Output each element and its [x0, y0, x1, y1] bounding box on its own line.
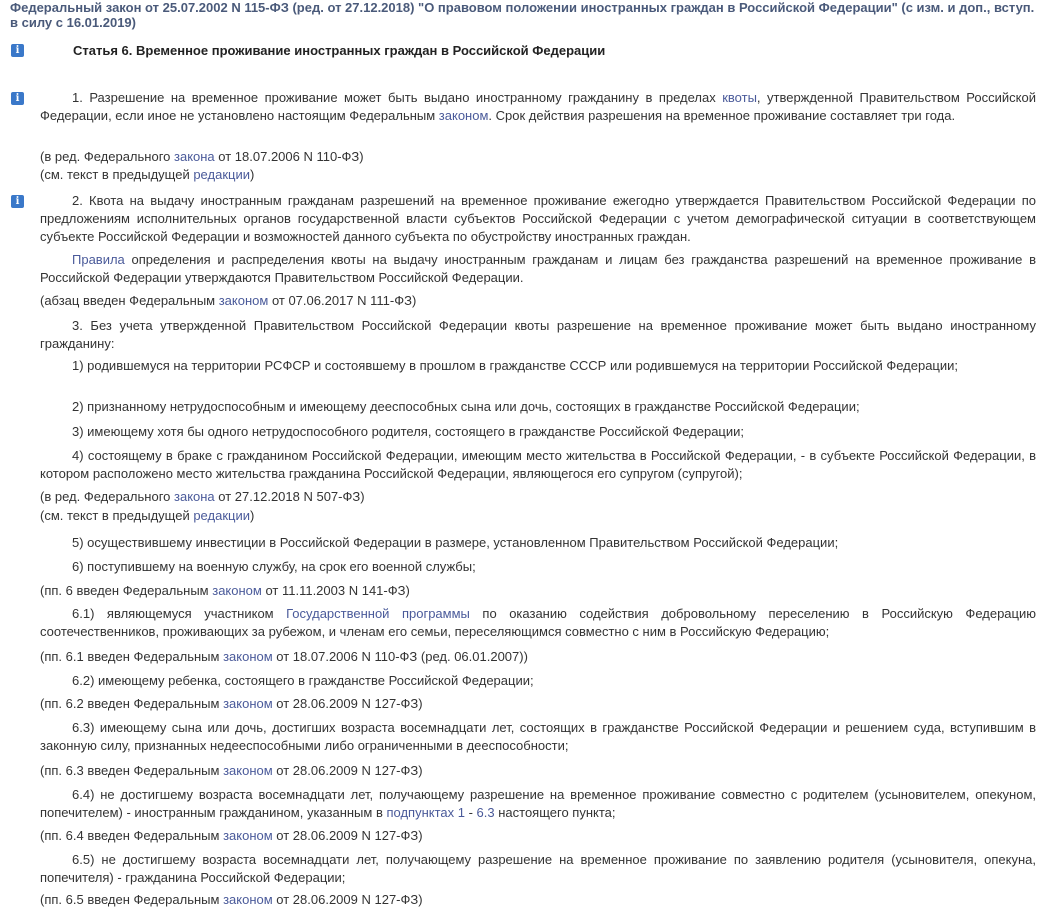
amendment-note: (пп. 6.5 введен Федеральным законом от 28.06.2009 N 127-ФЗ): [40, 892, 423, 907]
law-link[interactable]: законом: [438, 108, 489, 123]
article-title: Статья 6. Временное проживание иностранных граждан в Российской Федерации: [73, 43, 606, 58]
info-icon[interactable]: i: [11, 195, 24, 208]
paragraph-2: 2. Квота на выдачу иностранным гражданам разрешений на временное проживание ежегодно утверждается Правительством Российской Федерации по предложениям исполнительных органов государственной власти субъектов Российской Федерации с учетом демографической ситуации в соответствующем субъекте Российской Федерации и возможностей данного субъекта по обустройству иностранных граждан.: [40, 193, 1036, 244]
law-link[interactable]: законом: [223, 696, 273, 711]
list-item-2: 2) признанному нетрудоспособным и имеющему дееспособных сына или дочь, состоящих в гражданстве Российской Федерации;: [72, 399, 860, 414]
paragraph-rules: Правила определения и распределения квоты на выдачу иностранным гражданам и лицам без гражданства разрешений на временное проживание в Российской Федерации утверждаются Правительством Российской Федерации.: [40, 252, 1036, 285]
edition-link[interactable]: редакции: [193, 167, 250, 182]
law-link[interactable]: законом: [218, 293, 269, 308]
edition-link[interactable]: редакции: [193, 508, 250, 523]
list-item-4: 4) состоящему в браке с гражданином Российской Федерации, имеющим место жительства в Российской Федерации, - в субъекте Российской Федерации, в котором расположено место жительства гражданина Российской Федерации, являющегося его супругом (супругой);: [40, 448, 1036, 481]
list-item-6-1: 6.1) являющемуся участником Государственной программы по оказанию содействия добровольному переселению в Российскую Федерацию соотечественников, проживающих за рубежом, и членам его семьи, переселяющимся совместно с ним в Российскую Федерацию;: [40, 606, 1036, 639]
paragraph-3: 3. Без учета утвержденной Правительством Российской Федерации квоты разрешение на временное проживание может быть выдано иностранному гражданину:: [40, 318, 1036, 351]
list-item-6-2: 6.2) имеющему ребенка, состоящего в гражданстве Российской Федерации;: [72, 673, 534, 688]
list-item-6-4: 6.4) не достигшему возраста восемнадцати лет, получающему разрешение на временное проживание совместно с родителем (усыновителем, опекуном, попечителем) - иностранным гражданином, указанным в подпунктах 1 - 6.3 настоящего пункта;: [40, 787, 1036, 820]
list-item-3: 3) имеющему хотя бы одного нетрудоспособного родителя, состоящего в гражданстве Российской Федерации;: [72, 424, 745, 439]
list-item-6-5: 6.5) не достигшему возраста восемнадцати лет, получающему разрешение на временное проживание по заявлению родителя (усыновителя, опекуна, попечителя) - гражданина Российской Федерации;: [40, 852, 1036, 885]
amendment-note: (абзац введен Федеральным законом от 07.06.2017 N 111-ФЗ): [40, 293, 417, 308]
subitem-6-3-link[interactable]: 6.3: [476, 805, 495, 820]
law-link[interactable]: законом: [212, 583, 262, 598]
subitems-link[interactable]: подпунктах 1: [386, 805, 465, 820]
list-item-5: 5) осуществившему инвестиции в Российской Федерации в размере, установленном Правительством Российской Федерации;: [72, 535, 839, 550]
law-link[interactable]: законом: [223, 763, 273, 778]
law-link[interactable]: законом: [223, 828, 273, 843]
previous-edition-note: (см. текст в предыдущей редакции): [40, 508, 255, 523]
amendment-note: (пп. 6.4 введен Федеральным законом от 28.06.2009 N 127-ФЗ): [40, 828, 423, 843]
law-link[interactable]: законом: [223, 892, 273, 907]
paragraph-1: 1. Разрешение на временное проживание может быть выдано иностранному гражданину в пределах квоты, утвержденной Правительством Российской Федерации, если иное не установлено настоящим Федеральным законом. Срок действия разрешения на временное проживание составляет три года.: [40, 90, 1036, 123]
list-item-1: 1) родившемуся на территории РСФСР и состоявшему в прошлом в гражданстве СССР или родившемуся на территории Российской Федерации;: [72, 358, 959, 373]
state-program-link[interactable]: Государственной программы: [286, 606, 470, 621]
law-link[interactable]: закона: [174, 489, 215, 504]
amendment-note: (в ред. Федерального закона от 18.07.2006 N 110-ФЗ): [40, 149, 364, 164]
amendment-note: (пп. 6.2 введен Федеральным законом от 28.06.2009 N 127-ФЗ): [40, 696, 423, 711]
amendment-note: (пп. 6.1 введен Федеральным законом от 18.07.2006 N 110-ФЗ (ред. 06.01.2007)): [40, 649, 528, 664]
law-header: Федеральный закон от 25.07.2002 N 115-ФЗ (ред. от 27.12.2018) "О правовом положении иностранных граждан в Российской Федерации" (с изм. и доп., вступ. в силу с 16.01.2019): [10, 0, 1035, 30]
law-link[interactable]: законом: [223, 649, 273, 664]
law-link[interactable]: закона: [174, 149, 215, 164]
amendment-note: (пп. 6 введен Федеральным законом от 11.11.2003 N 141-ФЗ): [40, 583, 410, 598]
info-icon[interactable]: i: [11, 92, 24, 105]
amendment-note: (пп. 6.3 введен Федеральным законом от 28.06.2009 N 127-ФЗ): [40, 763, 423, 778]
info-icon[interactable]: i: [11, 44, 24, 57]
rules-link[interactable]: Правила: [72, 252, 125, 267]
list-item-6: 6) поступившему на военную службу, на срок его военной службы;: [72, 559, 476, 574]
previous-edition-note: (см. текст в предыдущей редакции): [40, 167, 255, 182]
amendment-note: (в ред. Федерального закона от 27.12.2018 N 507-ФЗ): [40, 489, 365, 504]
list-item-6-3: 6.3) имеющему сына или дочь, достигших возраста восемнадцати лет, состоящих в гражданстве Российской Федерации и решением суда, вступившим в законную силу, признанных недееспособными либо ограниченными в дееспособности;: [40, 720, 1036, 753]
quota-link[interactable]: квоты: [722, 90, 757, 105]
